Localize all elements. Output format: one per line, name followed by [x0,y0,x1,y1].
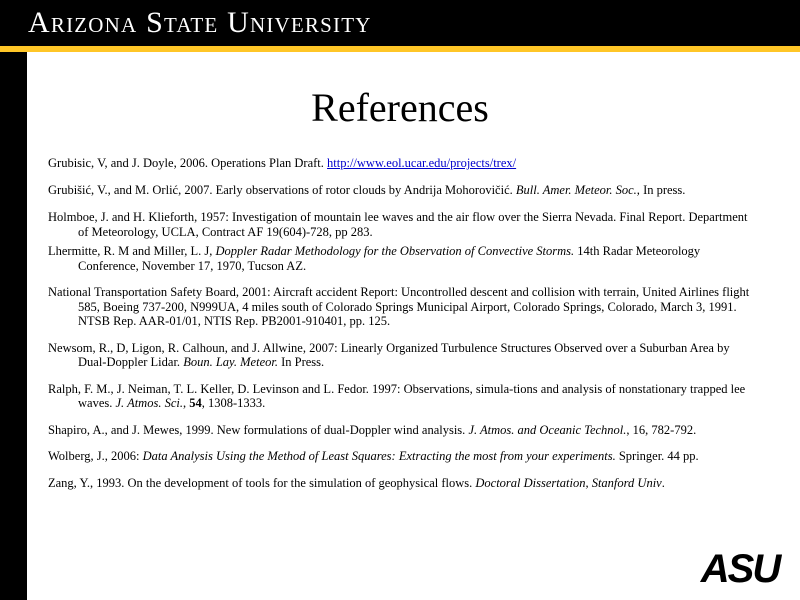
reference-item: Wolberg, J., 2006: Data Analysis Using the Method of Least Squares: Extracting the most from your experiments. Springer. 44 pp. [48,449,699,463]
left-side-bar [0,52,27,600]
slide-title: References [311,85,489,130]
reference-item: Lhermitte, R. M and Miller, L. J, Doppler Radar Methodology for the Observation of Convective Storms. 14th Radar Meteorology Conference, November 17, 1970, Tucson AZ. [48,244,701,273]
reference-item: Grubišić, V., and M. Orlić, 2007. Early observations of rotor clouds by Andrija Mohorovičić. Bull. Amer. Meteor. Soc., In press. [48,182,686,197]
reference-item: Zang, Y., 1993. On the development of tools for the simulation of geophysical flows. Doctoral Dissertation, Stanford Univ. [48,475,665,490]
header-bar [0,0,800,46]
reference-item: Grubisic, V, and J. Doyle, 2006. Operations Plan Draft. http://www.eol.ucar.edu/projects/trex/ [48,156,517,170]
asu-logo [698,546,782,586]
reference-item: Ralph, F. M., J. Neiman, T. L. Keller, D. Levinson and L. Fedor. 1997: Observations, simula-tions and analysis of nonstationary trapped lee waves. J. Atmos. Sci., 54, 1308-1333. [48,381,746,410]
svg-text:ASU: ASU [700,547,780,586]
references-list [48,156,758,490]
reference-item: National Transportation Safety Board, 2001: Aircraft accident Report: Uncontrolled descent and collision with terrain, United Airlines flight 585, Boeing 737-200, N999UA, 4 miles south of Colorado Springs Municipal Airport, Colorado Springs, Colorado, March 3, 1991. NTSB Rep. AAR-01/01, NTIS Rep. PB2001-910401, pp. 125. [48,285,750,328]
reference-item: Newsom, R., D, Ligon, R. Calhoun, and J. Allwine, 2007: Linearly Organized Turbulence Structures Observed over a Suburban Area by Dual-Doppler Lidar. Boun. Lay. Meteor. In Press. [48,340,730,369]
reference-item: Holmboe, J. and H. Klieforth, 1957: Investigation of mountain lee waves and the air flow over the Sierra Nevada. Final Report. Department of Meteorology, UCLA, Contract AF 19(604)-728, pp 283. [48,210,748,239]
university-name: Arizona State University [28,6,372,39]
reference-item: Shapiro, A., and J. Mewes, 1999. New formulations of dual-Doppler wind analysis. J. Atmos. and Oceanic Technol., 16, 782-792. [48,422,697,437]
gold-accent-bar [0,46,800,52]
reference-link[interactable]: http://www.eol.ucar.edu/projects/trex/ [327,156,517,170]
